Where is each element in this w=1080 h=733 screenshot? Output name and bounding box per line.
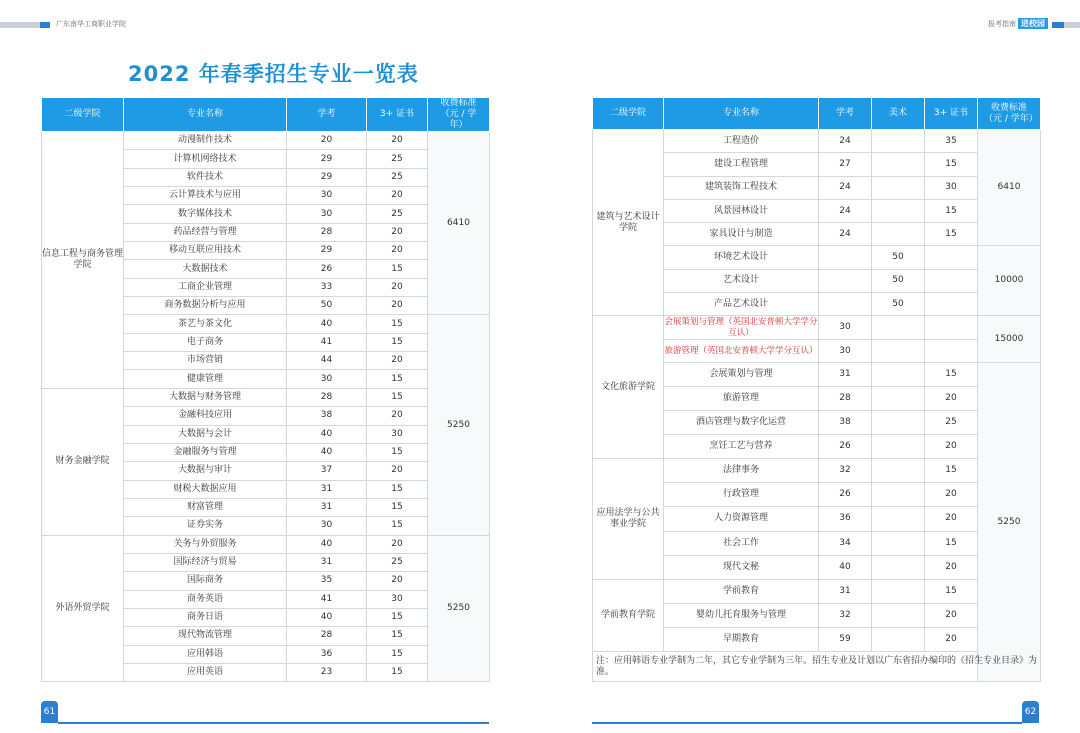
major-name: 会展策划与管理（英国北安普顿大学学分互认） — [664, 316, 818, 338]
art-score: 50 — [872, 269, 925, 292]
topbar-blue-left — [40, 22, 50, 28]
major-name: 会展策划与管理 — [664, 363, 819, 387]
major-name: 社会工作 — [664, 531, 819, 555]
col-major: 专业名称 — [124, 98, 287, 132]
cert-score — [925, 293, 978, 316]
cert-score: 30 — [367, 425, 428, 443]
major-name: 现代文秘 — [664, 555, 819, 579]
page-number-left: 61 — [41, 701, 58, 723]
major-name: 旅游管理（英国北安普顿大学学分互认） — [664, 339, 819, 363]
major-name: 软件技术 — [124, 168, 287, 186]
table-row — [593, 458, 1041, 482]
xuekao-score: 26 — [287, 260, 367, 278]
table-body — [593, 130, 1041, 682]
art-score: 50 — [872, 246, 925, 269]
major-name: 金融服务与管理 — [124, 443, 287, 461]
college-name: 应用法学与公共事业学院 — [593, 458, 664, 579]
major-name: 法律事务 — [664, 458, 819, 482]
cert-score: 20 — [367, 407, 428, 425]
xuekao-score: 40 — [287, 425, 367, 443]
xuekao-score: 27 — [819, 153, 872, 176]
major-name: 金融科技应用 — [124, 407, 287, 425]
table-row — [42, 132, 490, 150]
major-name: 旅游管理 — [664, 387, 819, 411]
major-name: 财税大数据应用 — [124, 480, 287, 498]
cert-score: 20 — [367, 223, 428, 241]
major-name: 证券实务 — [124, 517, 287, 535]
cert-score: 15 — [367, 627, 428, 645]
xuekao-score: 40 — [287, 535, 367, 553]
xuekao-score: 31 — [819, 363, 872, 387]
major-name: 工商企业管理 — [124, 278, 287, 296]
cert-score: 15 — [367, 645, 428, 663]
majors-table-right — [592, 97, 1041, 682]
major-name: 大数据技术 — [124, 260, 287, 278]
footnote: 注：应用韩语专业学制为二年，其它专业学制为三年。招生专业及计划以广东省招办编印的《招生专业目录》为准。 — [593, 652, 1041, 682]
xuekao-score: 26 — [819, 483, 872, 507]
major-name: 应用韩语 — [124, 645, 287, 663]
xuekao-score: 23 — [287, 663, 367, 681]
major-name: 大数据与财务管理 — [124, 388, 287, 406]
fee-value: 6410 — [978, 130, 1041, 246]
cert-score — [925, 246, 978, 269]
xuekao-score: 31 — [819, 579, 872, 603]
xuekao-score: 30 — [819, 316, 872, 340]
xuekao-score: 34 — [819, 531, 872, 555]
art-score — [872, 199, 925, 222]
art-score — [872, 531, 925, 555]
major-name: 家具设计与制造 — [664, 223, 819, 246]
xuekao-score: 28 — [287, 627, 367, 645]
cert-score: 15 — [367, 388, 428, 406]
xuekao-score: 38 — [819, 411, 872, 435]
topbar-blue-right — [1052, 22, 1064, 28]
major-name: 产品艺术设计 — [664, 293, 819, 316]
xuekao-score: 44 — [287, 352, 367, 370]
cert-score: 15 — [925, 458, 978, 482]
major-name: 移动互联应用技术 — [124, 242, 287, 260]
cert-score: 25 — [367, 150, 428, 168]
cert-score: 20 — [367, 187, 428, 205]
art-score — [872, 458, 925, 482]
major-name: 酒店管理与数字化运营 — [664, 411, 819, 435]
art-score — [872, 387, 925, 411]
xuekao-score: 28 — [287, 388, 367, 406]
xuekao-score: 30 — [819, 339, 872, 363]
xuekao-score: 40 — [819, 555, 872, 579]
xuekao-score — [819, 269, 872, 292]
xuekao-score: 33 — [287, 278, 367, 296]
cert-score: 15 — [367, 480, 428, 498]
xuekao-score: 24 — [819, 176, 872, 199]
cert-score: 20 — [367, 572, 428, 590]
major-name: 药品经营与管理 — [124, 223, 287, 241]
col-fee: 收费标准（元 / 学年） — [978, 98, 1041, 130]
table-row — [42, 535, 490, 553]
fee-value: 5250 — [978, 363, 1041, 682]
cert-score: 15 — [367, 517, 428, 535]
major-name: 云计算技术与应用 — [124, 187, 287, 205]
cert-score: 25 — [367, 168, 428, 186]
cert-score — [925, 269, 978, 292]
major-name: 健康管理 — [124, 370, 287, 388]
xuekao-score: 24 — [819, 223, 872, 246]
xuekao-score: 36 — [819, 507, 872, 531]
college-name: 学前教育学院 — [593, 579, 664, 652]
art-score — [872, 555, 925, 579]
cert-score: 20 — [925, 555, 978, 579]
major-name: 计算机网络技术 — [124, 150, 287, 168]
major-name: 市场营销 — [124, 352, 287, 370]
xuekao-score: 31 — [287, 553, 367, 571]
major-name: 婴幼儿托育服务与管理 — [664, 604, 819, 628]
col-major: 专业名称 — [664, 98, 819, 130]
xuekao-score: 37 — [287, 462, 367, 480]
cert-score: 15 — [367, 443, 428, 461]
art-score — [872, 363, 925, 387]
college-name: 信息工程与商务管理学院 — [42, 132, 124, 389]
cert-score: 20 — [925, 604, 978, 628]
cert-score: 20 — [367, 535, 428, 553]
xuekao-score: 30 — [287, 517, 367, 535]
xuekao-score: 28 — [287, 223, 367, 241]
major-name: 学前教育 — [664, 579, 819, 603]
major-name: 建筑装饰工程技术 — [664, 176, 819, 199]
xuekao-score: 32 — [819, 604, 872, 628]
xuekao-score: 26 — [819, 435, 872, 459]
school-name: 广东南华工商职业学院 — [56, 20, 126, 28]
major-name: 茶艺与茶文化 — [124, 315, 287, 333]
art-score: 50 — [872, 293, 925, 316]
major-name: 商务英语 — [124, 590, 287, 608]
cert-score: 15 — [925, 579, 978, 603]
major-name: 环境艺术设计 — [664, 246, 819, 269]
art-score — [872, 316, 925, 340]
xuekao-score: 31 — [287, 480, 367, 498]
table-row — [593, 130, 1041, 153]
xuekao-score: 30 — [287, 187, 367, 205]
col-xuekao: 学考 — [287, 98, 367, 132]
major-name: 动漫制作技术 — [124, 132, 287, 150]
college-name: 外语外贸学院 — [42, 535, 124, 682]
xuekao-score: 29 — [287, 242, 367, 260]
cert-score — [925, 316, 978, 340]
cert-score: 20 — [925, 507, 978, 531]
major-name: 应用英语 — [124, 663, 287, 681]
art-score — [872, 130, 925, 153]
col-xuekao: 学考 — [819, 98, 872, 130]
xuekao-score: 24 — [819, 130, 872, 153]
major-name: 商务数据分析与应用 — [124, 297, 287, 315]
xuekao-score: 20 — [287, 132, 367, 150]
cert-score: 15 — [925, 153, 978, 176]
major-name: 建设工程管理 — [664, 153, 819, 176]
cert-score: 30 — [367, 590, 428, 608]
cert-score: 15 — [367, 260, 428, 278]
fee-value: 6410 — [428, 132, 490, 315]
xuekao-score: 40 — [287, 443, 367, 461]
xuekao-score: 28 — [819, 387, 872, 411]
college-name: 文化旅游学院 — [593, 316, 664, 459]
art-score — [872, 604, 925, 628]
cert-score: 20 — [367, 297, 428, 315]
guide-label: 报考指南 — [988, 20, 1016, 28]
note-row — [593, 652, 1041, 682]
college-name: 建筑与艺术设计学院 — [593, 130, 664, 316]
cert-score: 20 — [367, 132, 428, 150]
topbar-gray-right — [1064, 22, 1080, 28]
cert-score: 20 — [367, 242, 428, 260]
table-row — [42, 388, 490, 406]
cert-score: 20 — [925, 435, 978, 459]
cert-score: 15 — [367, 333, 428, 351]
major-name: 工程造价 — [664, 130, 819, 153]
major-name: 行政管理 — [664, 483, 819, 507]
cert-score: 15 — [367, 370, 428, 388]
major-name: 数字媒体技术 — [124, 205, 287, 223]
art-score — [872, 411, 925, 435]
xuekao-score: 50 — [287, 297, 367, 315]
art-score — [872, 507, 925, 531]
col-art: 美术 — [872, 98, 925, 130]
major-name: 商务日语 — [124, 608, 287, 626]
xuekao-score: 30 — [287, 370, 367, 388]
cert-score: 15 — [367, 498, 428, 516]
cert-score: 15 — [925, 199, 978, 222]
col-cert: 3+ 证书 — [925, 98, 978, 130]
page-number-right: 62 — [1022, 701, 1039, 723]
major-name: 烹饪工艺与营养 — [664, 435, 819, 459]
col-college: 二级学院 — [593, 98, 664, 130]
majors-table-left — [41, 97, 490, 682]
footer-line-left — [58, 722, 489, 724]
major-name: 财富管理 — [124, 498, 287, 516]
cert-score: 30 — [925, 176, 978, 199]
page-title: 2022 年春季招生专业一览表 — [128, 62, 419, 86]
cert-score: 15 — [367, 315, 428, 333]
cert-score: 25 — [925, 411, 978, 435]
cert-score: 25 — [367, 205, 428, 223]
xuekao-score — [819, 293, 872, 316]
col-fee: 收费标准（元 / 学年） — [428, 98, 490, 132]
xuekao-score: 59 — [819, 628, 872, 652]
fee-value: 15000 — [978, 316, 1041, 363]
art-score — [872, 579, 925, 603]
major-name: 艺术设计 — [664, 269, 819, 292]
cert-score — [925, 339, 978, 363]
major-name: 现代物流管理 — [124, 627, 287, 645]
fee-value: 5250 — [428, 535, 490, 682]
topbar-gray-left — [0, 22, 40, 28]
art-score — [872, 435, 925, 459]
xuekao-score: 30 — [287, 205, 367, 223]
cert-score: 20 — [367, 462, 428, 480]
major-name: 大数据与审计 — [124, 462, 287, 480]
major-name: 风景园林设计 — [664, 199, 819, 222]
major-name: 大数据与会计 — [124, 425, 287, 443]
footer-line-right — [592, 722, 1022, 724]
xuekao-score: 31 — [287, 498, 367, 516]
art-score — [872, 153, 925, 176]
col-cert: 3+ 证书 — [367, 98, 428, 132]
xuekao-score: 24 — [819, 199, 872, 222]
college-name: 财务金融学院 — [42, 388, 124, 535]
major-name: 国际商务 — [124, 572, 287, 590]
table-row — [593, 579, 1041, 603]
major-name: 早期教育 — [664, 628, 819, 652]
xuekao-score: 41 — [287, 333, 367, 351]
guide-tag: 进校园 — [1018, 18, 1048, 29]
cert-score: 20 — [925, 483, 978, 507]
cert-score: 15 — [925, 363, 978, 387]
fee-value: 10000 — [978, 246, 1041, 316]
xuekao-score: 29 — [287, 150, 367, 168]
major-name: 电子商务 — [124, 333, 287, 351]
major-name: 关务与外贸服务 — [124, 535, 287, 553]
table-body — [42, 132, 490, 682]
art-score — [872, 628, 925, 652]
cert-score: 20 — [925, 628, 978, 652]
xuekao-score: 40 — [287, 315, 367, 333]
cert-score: 20 — [367, 278, 428, 296]
xuekao-score — [819, 246, 872, 269]
cert-score: 20 — [367, 352, 428, 370]
art-score — [872, 223, 925, 246]
col-college: 二级学院 — [42, 98, 124, 132]
cert-score: 15 — [367, 663, 428, 681]
art-score — [872, 483, 925, 507]
xuekao-score: 41 — [287, 590, 367, 608]
xuekao-score: 38 — [287, 407, 367, 425]
major-name: 国际经济与贸易 — [124, 553, 287, 571]
major-name: 人力资源管理 — [664, 507, 819, 531]
cert-score: 35 — [925, 130, 978, 153]
xuekao-score: 32 — [819, 458, 872, 482]
cert-score: 25 — [367, 553, 428, 571]
xuekao-score: 29 — [287, 168, 367, 186]
fee-value: 5250 — [428, 315, 490, 535]
xuekao-score: 40 — [287, 608, 367, 626]
table-row — [593, 316, 1041, 340]
art-score — [872, 176, 925, 199]
xuekao-score: 36 — [287, 645, 367, 663]
cert-score: 15 — [367, 608, 428, 626]
xuekao-score: 35 — [287, 572, 367, 590]
art-score — [872, 339, 925, 363]
cert-score: 15 — [925, 531, 978, 555]
cert-score: 20 — [925, 387, 978, 411]
cert-score: 15 — [925, 223, 978, 246]
